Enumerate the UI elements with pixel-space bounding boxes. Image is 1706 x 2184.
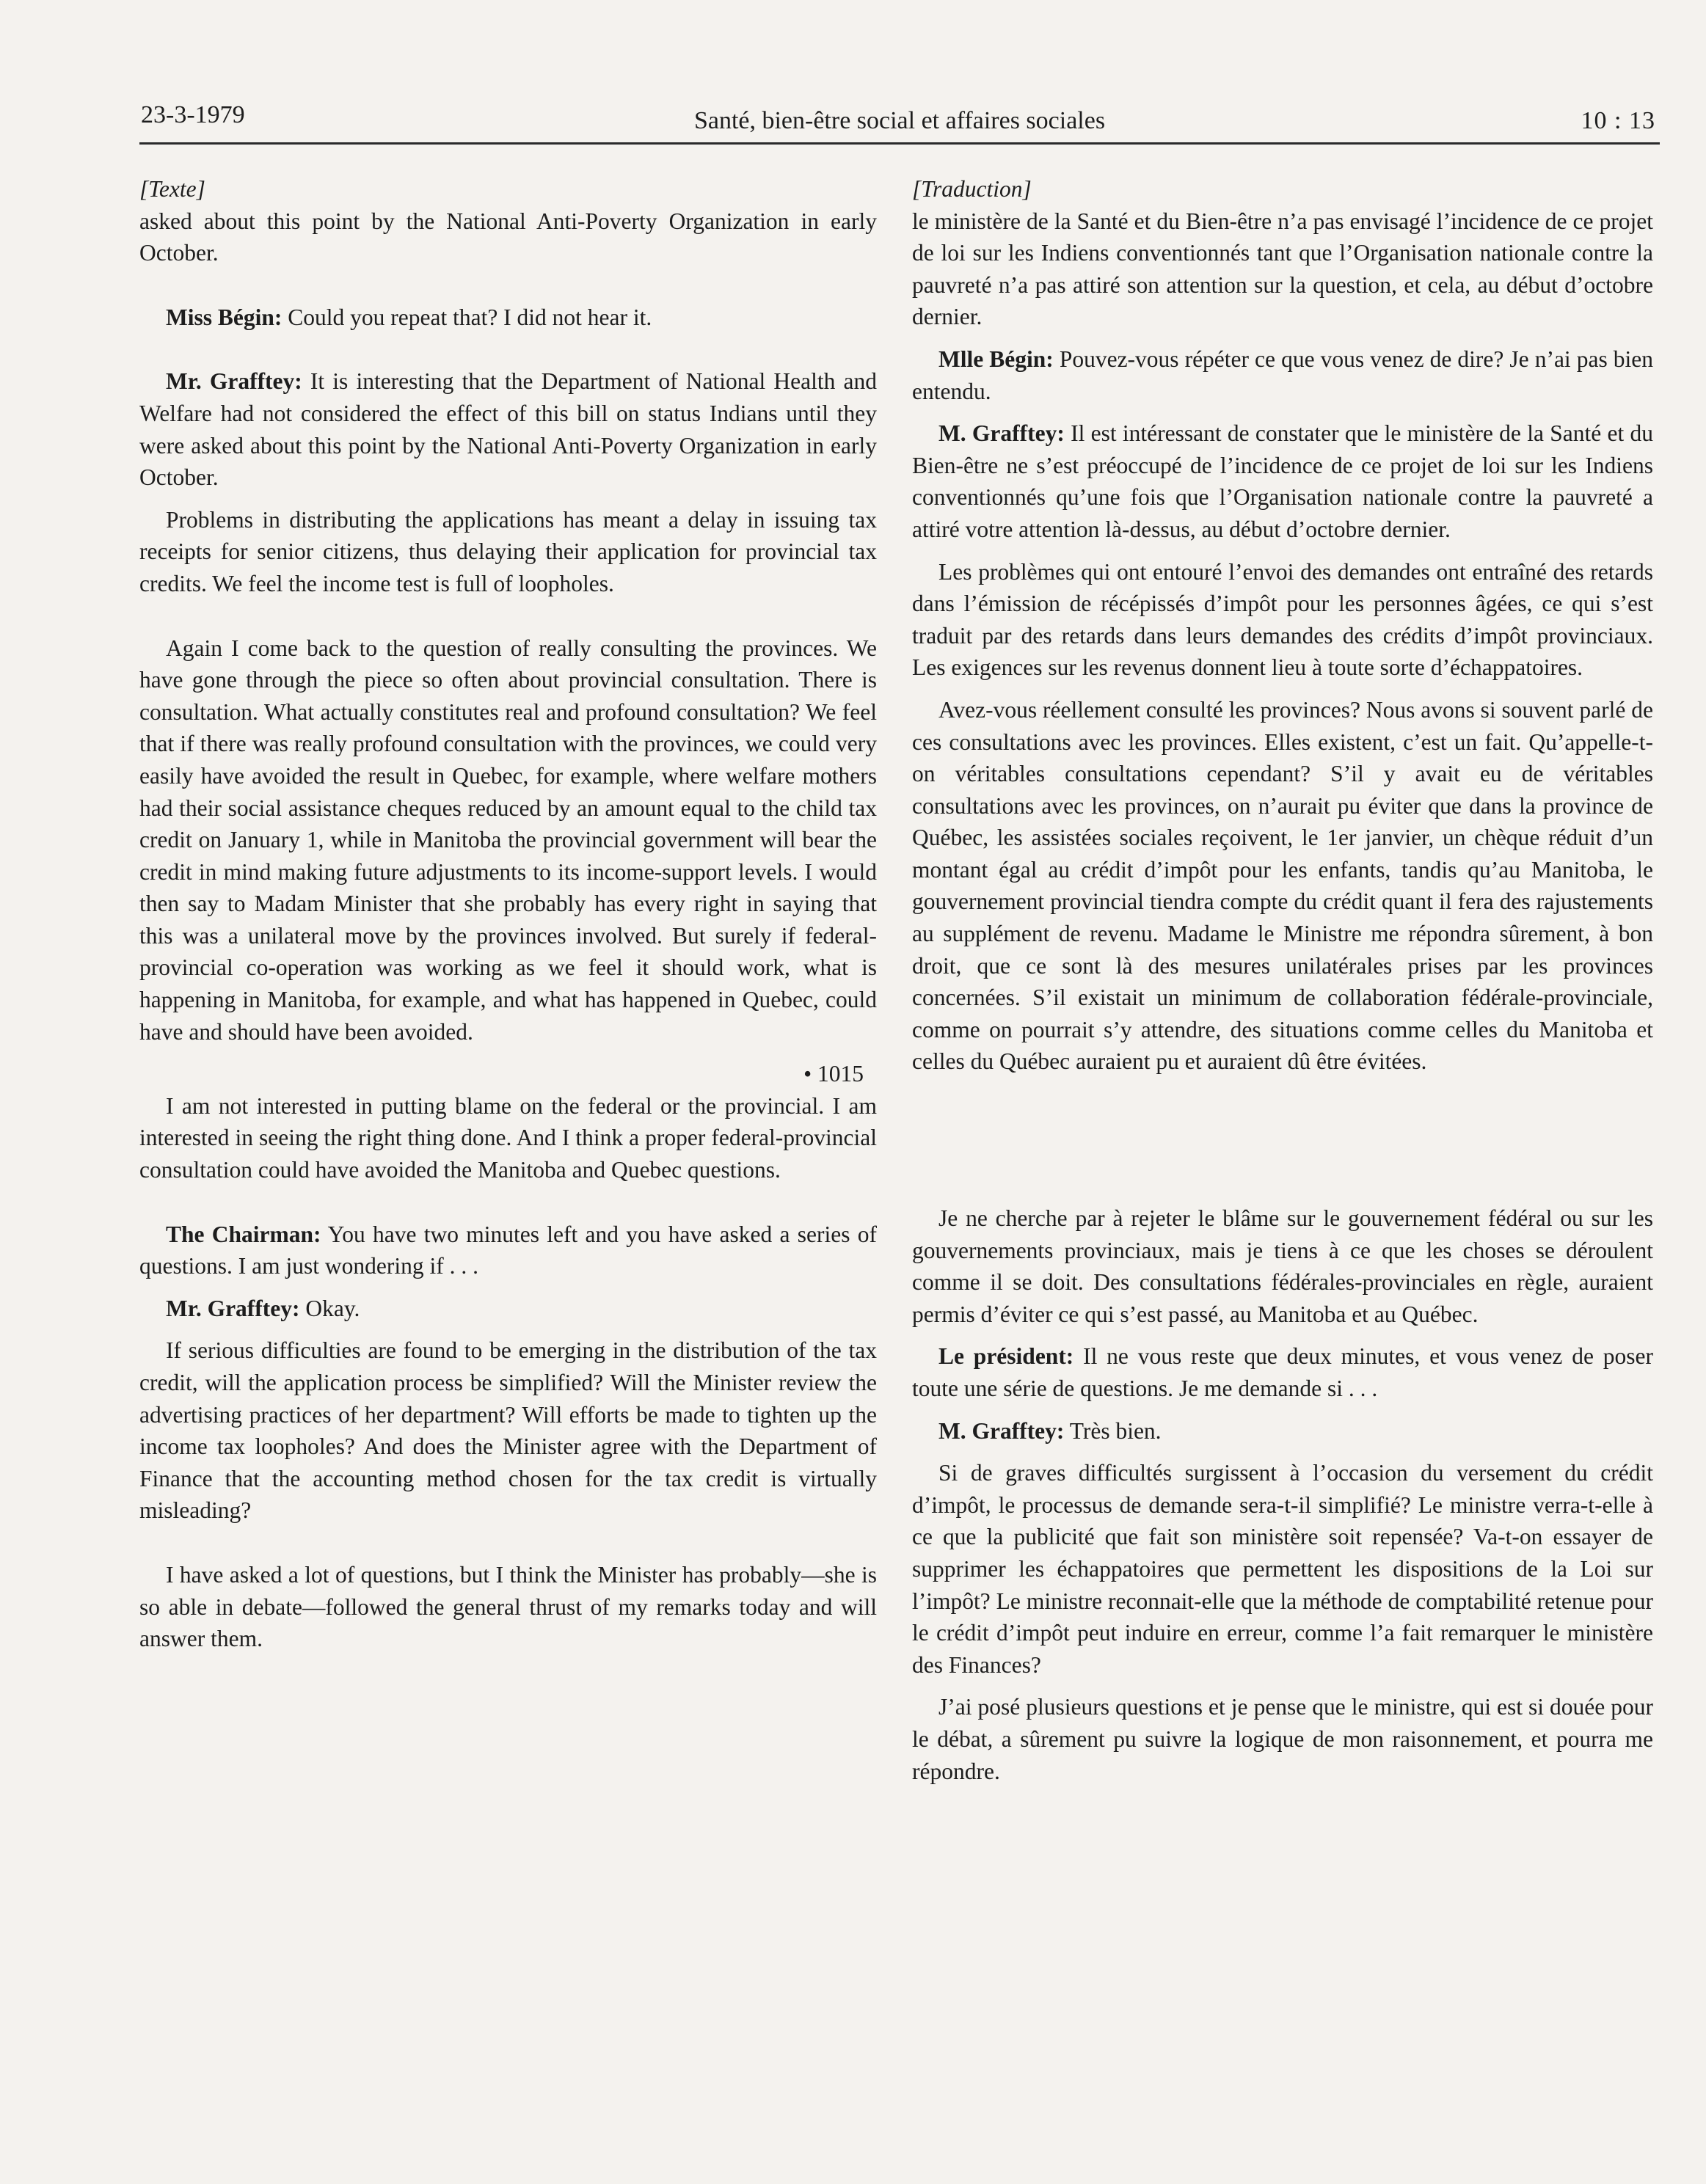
header-page-number: 10 : 13 xyxy=(1581,107,1655,134)
paragraph: I am not interested in putting blame on the federal or the provincial. I am interested in seeing the right thing done. And I think a proper federal-provincial consultation could have avoided the Manitoba and Quebec questions. xyxy=(139,1092,877,1183)
speech-paragraph xyxy=(912,1415,1653,1447)
speech-text: Il est intéressant de constater que le ministère de la Santé et du Bien-être ne s’est préoccupé de l’incidence de ce projet de loi sur les Indiens conventionnés qu’une fois que l’Organisation nationale contre la pauvreté a attiré votre attention là-dessus, au début d’octobre dernier. xyxy=(912,420,1654,542)
speech-paragraph xyxy=(912,1340,1653,1404)
speech-text: Pouvez-vous répéter ce que vous venez de dire? Je n’ai pas bien entendu. xyxy=(912,346,1653,404)
speaker-name: M. Grafftey: xyxy=(938,420,1065,447)
speech-paragraph xyxy=(139,1219,877,1282)
left-column-english xyxy=(139,173,877,1655)
speech-text: Okay. xyxy=(299,1295,360,1321)
paragraph: Je ne cherche par à rejeter le blâme sur le gouvernement fédéral ou sur les gouvernements provinciaux, mais je tiens à ce que les choses se déroulent comme il se doit. Des consultations fédérales-provinciales en règle, auraient permis d’éviter ce qui s’est passé, au Manitoba et au Québec. xyxy=(912,1205,1653,1327)
speaker-name: Mlle Bégin: xyxy=(938,346,1054,372)
speech-text: It is interesting that the Department of National Health and Welfare had not considered the effect of this bill on status Indians until they were asked about this point by the National Anti-Poverty Organization in early October. xyxy=(139,368,877,491)
paragraph: Les problèmes qui ont entouré l’envoi des demandes ont entraîné des retards dans l’émission de récépissés d’impôt pour les personnes âgées, ce qui s’est traduit par des retards dans leurs demandes des crédits d’impôt provinciaux. Les exigences sur les revenus donnent lieu à toute sorte d’échappatoires. xyxy=(912,558,1653,681)
speech-text: You have two minutes left and you have asked a series of questions. I am just wondering if . . . xyxy=(139,1221,877,1279)
paragraph: Again I come back to the question of really consulting the provinces. We have gone through the piece so often about provincial consultation. There is consultation. What actually constitutes real and profound consultation? We feel that if there was really profound consultation with the provinces, we could very easily have avoided the result in Quebec, for example, where welfare mothers had their social assistance cheques reduced by an amount equal to the child tax credit on January 1, while in Manitoba the provincial government will bear the credit in mind making future adjustments to its income-support levels. I would then say to Madam Minister that she probably has every right in saying that this was a unilateral move by the provinces involved. But surely if federal-provincial co-operation was working as we feel it should work, what is happening in Manitoba, for example, and what has happened in Quebec, could have and should have been avoided. xyxy=(139,635,877,1045)
speech-text: Il ne vous reste que deux minutes, et vous venez de poser toute une série de questions. Je me demande si . . . xyxy=(912,1343,1653,1401)
right-column-french xyxy=(912,173,1653,1787)
speech-paragraph xyxy=(139,302,877,334)
speech-text: Très bien. xyxy=(1064,1417,1162,1444)
paragraph: Problems in distributing the applications has meant a delay in issuing tax receipts for senior citizens, thus delaying their application for provincial tax credits. We feel the income test is full of loopholes. xyxy=(139,506,877,596)
speech-text: Could you repeat that? I did not hear it. xyxy=(282,304,652,330)
paragraph: Avez-vous réellement consulté les provinces? Nous avons si souvent parlé de ces consultations avec les provinces. Elles existent, c’est un fait. Qu’appelle-t-on véritables consultations cependant? S’il y avait eu de véritables consultations avec les provinces, on n’aurait pu éviter que dans la province de Québec, les assistées sociales reçoivent, le 1er janvier, un chèque réduit d’un montant égal au crédit d’impôt pour les enfants, tandis qu’au Manitoba, le gouvernement provincial tiendra compte du crédit quant il fera des rajustements au supplément de revenu. Madame le Ministre me répondra sûrement, à bon droit, que ce sont là des mesures unilatérales prises par les provinces concernées. S’il existait un minimum de collaboration fédérale-provinciale, comme on pourrait s’y attendre, des situations comme celles du Manitoba et celles du Québec auraient pu et auraient dû être évitées. xyxy=(912,696,1653,1075)
language-label-traduction: [Traduction] xyxy=(912,176,1032,202)
speaker-name: M. Grafftey: xyxy=(938,1417,1065,1444)
speaker-name: Le président: xyxy=(938,1343,1074,1370)
speech-paragraph xyxy=(139,365,877,493)
language-label-texte: [Texte] xyxy=(139,176,205,202)
paragraph: J’ai posé plusieurs questions et je pense que le ministre, qui est si douée pour le débat, a sûrement pu suivre la logique de mon raisonnement, et pourra me répondre. xyxy=(912,1694,1653,1784)
paragraph: If serious difficulties are found to be emerging in the distribution of the tax credit, will the application process be simplified? Will the Minister review the advertising practices of her department? Will efforts be made to tighten up the income tax loopholes? And does the Minister agree with the Department of Finance that the accounting method chosen for the tax credit is virtually misleading? xyxy=(139,1337,877,1524)
speaker-name: Mr. Grafftey: xyxy=(166,1295,300,1321)
page-header xyxy=(139,101,1660,145)
speaker-name: Miss Bégin: xyxy=(166,304,282,330)
paragraph: le ministère de la Santé et du Bien-être n’a pas envisagé l’incidence de ce projet de loi sur les Indiens conventionnés tant que l’Organisation nationale contre la pauvreté n’a pas attiré son attention sur la question, et cela, au début d’octobre dernier. xyxy=(912,208,1653,330)
header-title: Santé, bien-être social et affaires sociales xyxy=(693,107,1106,134)
speech-paragraph xyxy=(139,1293,877,1325)
paragraph: asked about this point by the National Anti-Poverty Organization in early October. xyxy=(139,208,877,266)
speaker-name: Mr. Grafftey: xyxy=(166,368,302,395)
speech-paragraph xyxy=(912,343,1653,407)
time-marker: • 1015 xyxy=(803,1061,864,1087)
header-date: 23-3-1979 xyxy=(141,101,245,128)
paragraph: Si de graves difficultés surgissent à l’occasion du versement du crédit d’impôt, le processus de demande sera-t-il simplifié? Le ministre verra-t-elle à ce que la publicité que fait son ministère soit repensée? Va-t-on essayer de supprimer les échappatoires que permettent les dispositions de la Loi sur l’impôt? Le ministre reconnait-elle que la méthode de comptabilité retenue pour le crédit d’impôt peut induire en erreur, comme l’a fait remarquer le ministère des Finances? xyxy=(912,1460,1653,1678)
speaker-name: The Chairman: xyxy=(166,1221,321,1247)
paragraph: I have asked a lot of questions, but I think the Minister has probably—she is so able in debate—followed the general thrust of my remarks today and will answer them. xyxy=(139,1561,877,1652)
speech-paragraph xyxy=(912,417,1653,545)
